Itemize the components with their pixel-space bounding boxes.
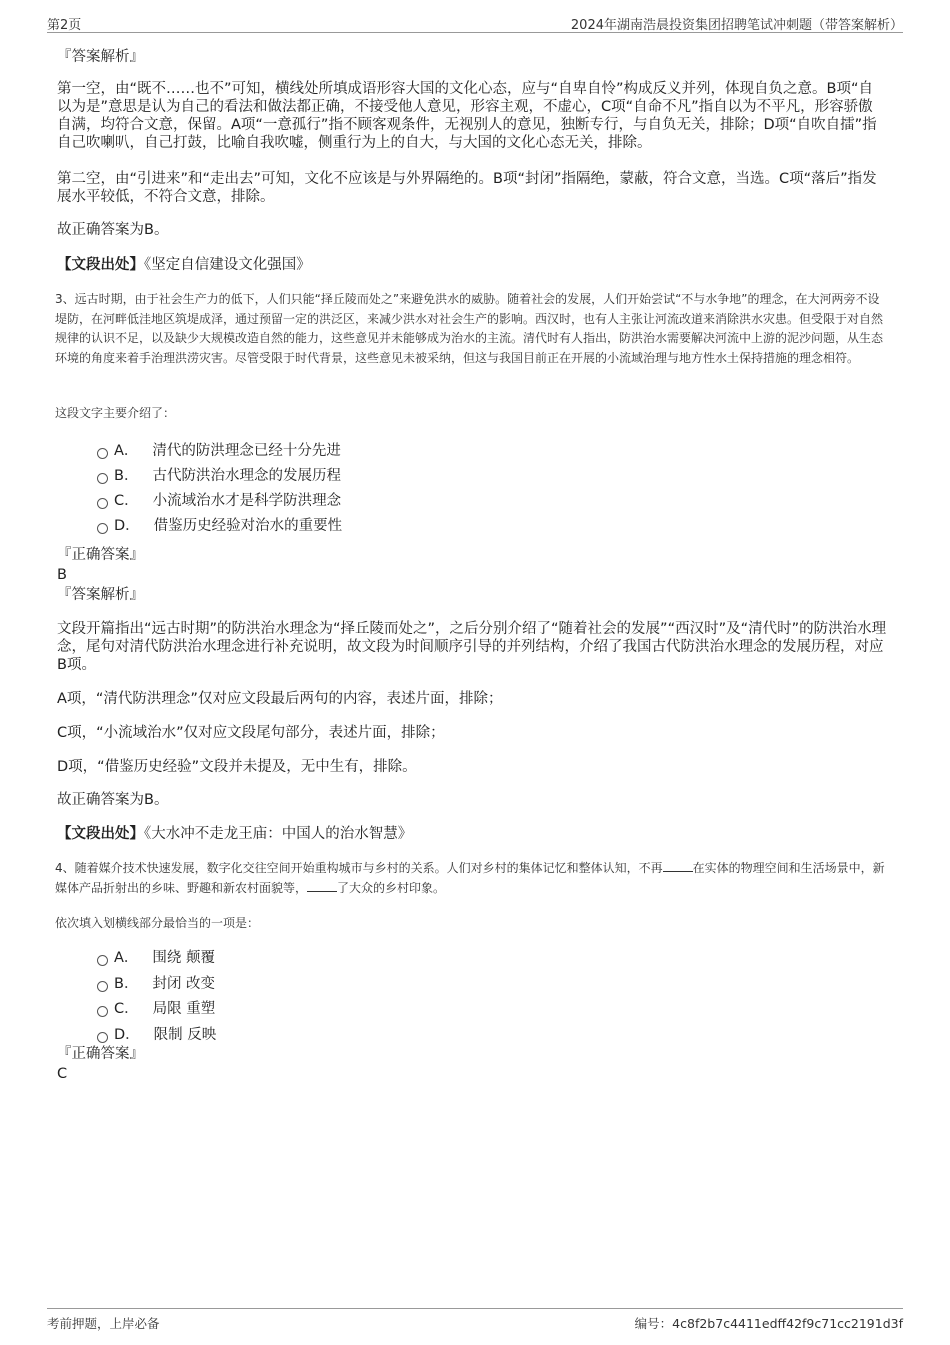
radio-icon[interactable] (97, 523, 108, 534)
option-b[interactable]: B． 古代防洪治水理念的发展历程 (97, 467, 341, 485)
option-c[interactable]: C． 小流域治水才是科学防洪理念 (97, 492, 341, 510)
source-title: 《大水冲不走龙王庙：中国人的治水智慧》 (144, 826, 413, 842)
option-d[interactable]: D． 限制 反映 (97, 1026, 216, 1044)
analysis-paragraph-1: 文段开篇指出“远古时期”的防洪治水理念为“择丘陵而处之”，之后分别介绍了“随着社会的发展”“西汉时”及“清代时”的防洪治水理念，尾句对清代防洪治水理念进行补充说明，故文段为时间顺序引导的并列结构，介绍了我国古代防洪治水理念的发展历程，对应B项。 (57, 621, 887, 673)
option-c[interactable]: C． 局限 重塑 (97, 1000, 215, 1018)
analysis-paragraph-2: 第二空，由“引进来”和“走出去”可知，文化不应该是与外界隔绝的。B项“封闭”指隔绝，蒙蔽，符合文意，当选。C项“落后”指发展水平较低，不符合文意，排除。 (57, 171, 877, 205)
blank-2 (307, 881, 337, 892)
radio-icon[interactable] (97, 1006, 108, 1017)
page-header (47, 12, 903, 33)
radio-icon[interactable] (97, 473, 108, 484)
answer-value: C (57, 1066, 68, 1082)
document-title: 2024年湖南浩晨投资集团招聘笔试冲刺题（带答案解析） (570, 18, 903, 33)
analysis-label: 『答案解析』 (57, 49, 144, 65)
option-d[interactable]: D． 借鉴历史经验对治水的重要性 (97, 517, 342, 535)
page-footer (47, 1308, 903, 1331)
question-3-text: 3、远古时期，由于社会生产力的低下，人们只能“择丘陵而处之”来避免洪水的威胁。随着社会的发展，人们开始尝试“不与水争地”的理念，在大河两旁不设堤防，在河畔低洼地区筑堤成泽，通过预留一定的洪泛区，来减少洪水对社会生产的影响。西汉时，也有人主张让河流改道来消除洪水灾患。但受限于对自然规律的认识不足，以及缺少大规模改造自然的能力，这些意见并未能够成为治水的主流。清代时有人指出，防洪治水需要解决河流中上游的泥沙问题，从生态环境的角度来着手治理洪涝灾害。尽管受限于时代背景，这些意见未被采纳，但这与我国目前正在开展的小流域治理与地方性水土保持措施的理念相符。 (55, 292, 884, 365)
source-title: 《坚定自信建设文化强国》 (144, 257, 311, 273)
analysis-paragraph-1: 第一空，由“既不……也不”可知，横线处所填成语形容大国的文化心态，应与“自卑自怜”构成反义并列，体现自负之意。B项“自以为是”意思是认为自己的看法和做法都正确，不接受他人意见，形容主观，不虚心，C项“自命不凡”指自以为不平凡，形容骄傲自满，均符合文意，保留。A项“一意孤行”指不顾客观条件，无视别人的意见，独断专行，与自负无关，排除；D项“自吹自擂”指自己吹喇叭，自己打鼓，比喻自我吹嘘，侧重行为上的自大，与大国的文化心态无关，排除。 (57, 81, 877, 151)
radio-icon[interactable] (97, 955, 108, 966)
radio-icon[interactable] (97, 448, 108, 459)
radio-icon[interactable] (97, 981, 108, 992)
blank-1 (663, 861, 693, 872)
question-3-prompt: 这段文字主要介绍了： (55, 406, 176, 420)
radio-icon[interactable] (97, 498, 108, 509)
footer-slogan: 考前押题，上岸必备 (47, 1316, 160, 1331)
serial-number: 编号：4c8f2b7c4411edff42f9c71cc2191d3f (634, 1316, 903, 1331)
analysis-label: 『答案解析』 (57, 587, 144, 603)
question-4-prompt: 依次填入划横线部分最恰当的一项是： (55, 916, 260, 930)
source-label: 【文段出处】 (57, 826, 144, 842)
question-4-text: 4、随着媒介技术快速发展，数字化交往空间开始重构城市与乡村的关系。人们对乡村的集体记忆和整体认知，不再 在实体的物理空间和生活场景中，新媒体产品折射出的乡味、野趣和新农村面貌等， 了大众的乡村印象。 (55, 861, 885, 895)
answer-value: B (57, 567, 67, 583)
analysis-option-c: C项，“小流域治水”仅对应文段尾句部分，表述片面，排除； (57, 725, 445, 741)
analysis-option-d: D项，“借鉴历史经验”文段并未提及，无中生有，排除。 (57, 759, 417, 775)
answer-label: 『正确答案』 (57, 547, 144, 563)
option-b[interactable]: B． 封闭 改变 (97, 975, 215, 993)
conclusion: 故正确答案为B。 (57, 792, 169, 808)
radio-icon[interactable] (97, 1032, 108, 1043)
analysis-option-a: A项，“清代防洪理念”仅对应文段最后两句的内容，表述片面，排除； (57, 691, 503, 707)
option-a[interactable]: A． 清代的防洪理念已经十分先进 (97, 442, 341, 460)
conclusion: 故正确答案为B。 (57, 222, 169, 238)
page-number: 第2页 (47, 18, 82, 33)
source-label: 【文段出处】 (57, 257, 144, 273)
source-line (57, 825, 887, 843)
answer-label: 『正确答案』 (57, 1046, 144, 1062)
source-line (57, 256, 887, 274)
option-a[interactable]: A． 围绕 颠覆 (97, 949, 215, 967)
